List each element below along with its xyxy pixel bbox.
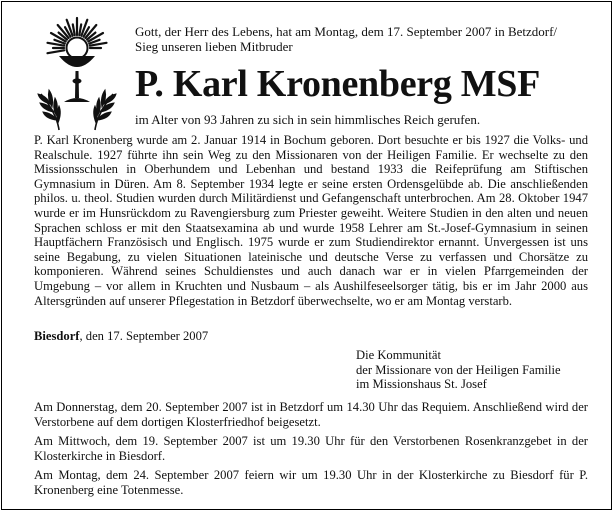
obituary-notice: [1, 1, 612, 510]
ray-line: [48, 50, 65, 53]
age-line: im Alter von 93 Jahren zu sich in sein himmlisches Reich gerufen.: [135, 112, 481, 127]
biography-paragraph: P. Karl Kronenberg wurde am 2. Januar 1914 in Bochum geboren. Dort besuchte er bis 1927 die Volks- und Realschule. 1927 führte ihn sein Weg zu den Missionaren von der Heiligen Familie. Er wechselte zu den Missionsschulen in Oberhundem und Lebenhan und bestand 1933 die Reifeprüfung am Stiftischen Gymnasium in Düren. Am 8. September 1934 legte er seine ersten Ordensgelübde ab. Die anschließenden philos. u. theol. Studien wurden durch Militärdienst und Gefangenschaft unterbrochen. Am 28. Oktober 1947 wurde er im Hunsrückdom zu Ravengiersburg zum Priester geweiht. Weitere Studien in den alten und neuen Sprachen schloss er mit den Staatsexamina ab und wurde 1958 Lehrer am St.-Josef-Gymnasium in seinen Hauptfächern Französisch und Englisch. 1975 wurde er zum Studiendirektor ernannt. Unvergessen ist uns seine Begabung, zu vielen Situationen lateinische und deutsche Verse zu verfassen und Chorsätze zu komponieren. Während seines Schuldienstes und auch danach war er in vielen Pfarrgemeinden der Umgebung – vor allem in Kruchten und Nusbaum – als Aushilfeseelsorger tätig, bis er im Jahr 2000 aus Altersgründen auf unserer Pflegestation in Betzdorf überwechselte, wo er am Montag verstarb.: [34, 133, 588, 308]
requiem-notice: Am Donnerstag, dem 20. September 2007 ist in Betzdorf um 14.30 Uhr das Requiem. Anschließend wird der Verstorbene auf dem dortigen Klosterfriedhof beigesetzt.: [34, 400, 588, 429]
rosary-notice: Am Mittwoch, dem 19. September 2007 ist um 19.30 Uhr für den Verstorbenen Rosenkranzgebet in der Klosterkirche in Biesdorf.: [34, 434, 588, 463]
dateline-date: , den 17. September 2007: [79, 329, 209, 343]
signature-line: im Missionshaus St. Josef: [356, 377, 487, 392]
chalice-cup: [59, 56, 95, 67]
intro-text: Gott, der Herr des Lebens, hat am Montag, dem 17. September 2007 in Betzdorf/ Sieg unseren lieben Mitbruder: [135, 24, 558, 54]
ray-line: [73, 24, 75, 35]
dateline-place: Biesdorf: [34, 329, 80, 343]
service-announcements: [34, 400, 588, 503]
chalice-host-emblem-icon: [37, 16, 131, 134]
deceased-name: P. Karl Kronenberg MSF: [135, 63, 541, 105]
memorial-mass-notice: Am Montag, dem 24. September 2007 feiern wir um 19.30 Uhr in der Klosterkirche zu Biesdorf für P. Kronenberg eine Totenmesse.: [34, 468, 588, 497]
dateline: [34, 329, 588, 344]
signature-line: der Missionare von der Heiligen Familie: [356, 362, 561, 377]
ray-line: [79, 24, 81, 35]
chalice-stem: [75, 71, 79, 98]
chalice-knob: [73, 78, 82, 83]
signature-block: [356, 348, 596, 392]
right-palm-branch: [94, 90, 116, 130]
signature-line: Die Kommunität: [356, 348, 441, 362]
left-palm-branch: [38, 90, 60, 130]
host-disc: [67, 38, 88, 59]
chalice-base: [64, 98, 90, 102]
